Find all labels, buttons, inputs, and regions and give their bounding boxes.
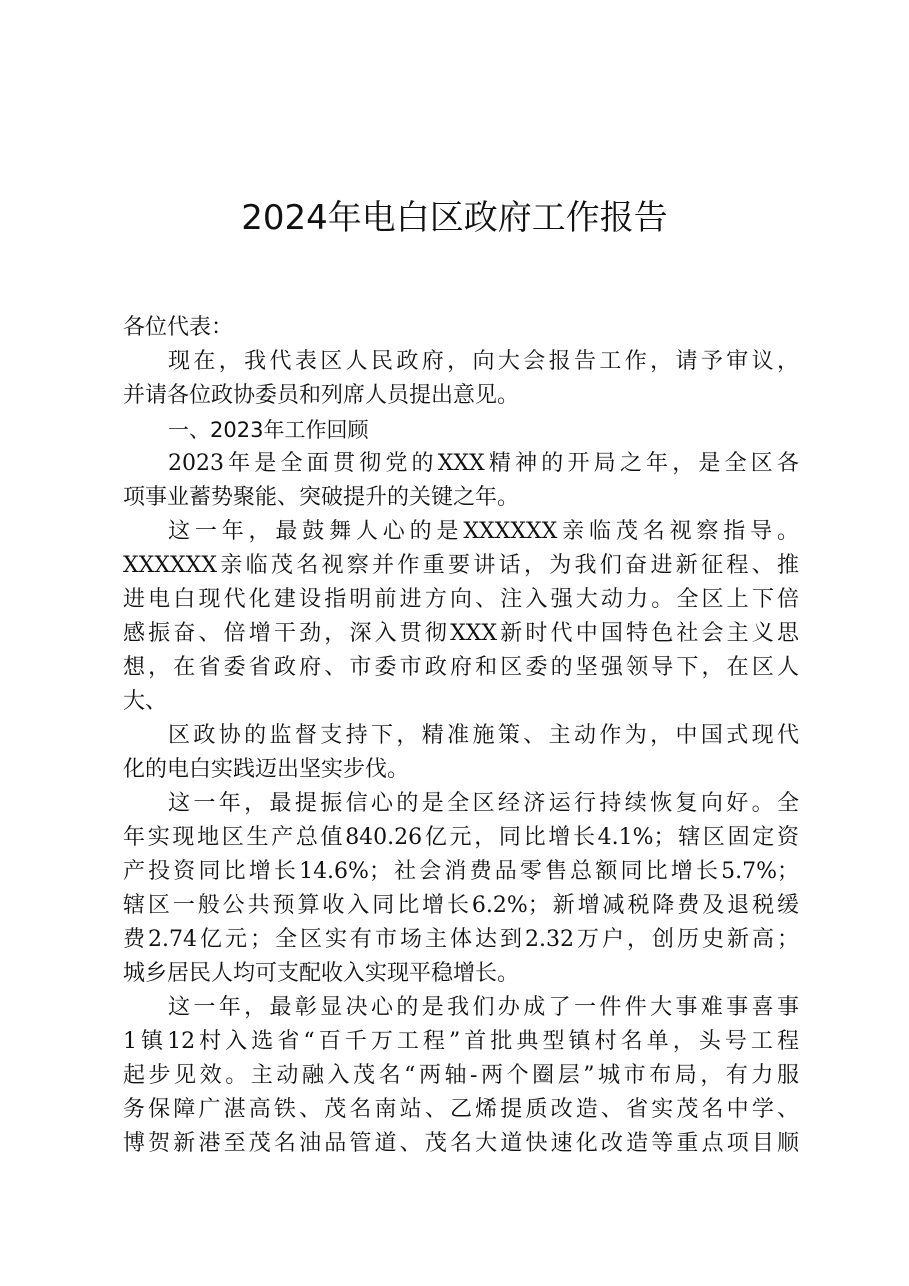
paragraph-line: 年实现地区生产总值840.26亿元，同比增长4.1%；辖区固定资 xyxy=(123,825,799,850)
paragraph-line: 辖区一般公共预算收入同比增长6.2%；新增减税降费及退税缓 xyxy=(123,893,799,918)
paragraph-line: 感振奋、倍增干劲，深入贯彻XXX新时代中国特色社会主义思 xyxy=(123,621,799,646)
paragraph-line: 区政协的监督支持下，精准施策、主动作为，中国式现代 xyxy=(168,723,799,748)
paragraph-line: 费2.74亿元；全区实有市场主体达到2.32万户，创历史新高； xyxy=(123,927,799,952)
document-title: 2024年电白区政府工作报告 xyxy=(241,198,668,238)
document-body xyxy=(123,311,799,1161)
paragraph-line: 博贺新港至茂名油品管道、茂名大道快速化改造等重点项目顺 xyxy=(123,1131,799,1156)
paragraph-line: 并请各位政协委员和列席人员提出意见。 xyxy=(123,383,520,408)
section-heading: 一、2023年工作回顾 xyxy=(168,418,369,442)
paragraph-line: 2023年是全面贯彻党的XXX精神的开局之年，是全区各 xyxy=(168,451,799,476)
paragraph-line: 项事业蓄势聚能、突破提升的关键之年。 xyxy=(123,485,520,510)
paragraph-line: 进电白现代化建设指明前进方向、注入强大动力。全区上下倍 xyxy=(123,587,799,612)
paragraph-line: XXXXXX亲临茂名视察并作重要讲话，为我们奋进新征程、推 xyxy=(123,553,799,578)
paragraph-line: 这一年，最鼓舞人心的是XXXXXX亲临茂名视察指导。 xyxy=(168,519,799,544)
paragraph-line: 务保障广湛高铁、茂名南站、乙烯提质改造、省实茂名中学、 xyxy=(123,1097,799,1122)
paragraph-line: 化的电白实践迈出坚实步伐。 xyxy=(123,757,410,782)
paragraph-line: 产投资同比增长14.6%；社会消费品零售总额同比增长5.7%； xyxy=(123,859,799,884)
paragraph-line: 大、 xyxy=(123,689,168,714)
paragraph-line: 各位代表： xyxy=(123,315,234,340)
paragraph-line: 现在，我代表区人民政府，向大会报告工作，请予审议， xyxy=(168,349,799,374)
paragraph-line: 城乡居民人均可支配收入实现平稳增长。 xyxy=(123,961,520,986)
paragraph-line: 这一年，最彰显决心的是我们办成了一件件大事难事喜事 xyxy=(168,995,799,1020)
paragraph-line: 想，在省委省政府、市委市政府和区委的坚强领导下，在区人 xyxy=(123,655,799,680)
paragraph-line: 起步见效。主动融入茂名“两轴-两个圈层”城市布局，有力服 xyxy=(123,1063,799,1088)
paragraph-line: 这一年，最提振信心的是全区经济运行持续恢复向好。全 xyxy=(168,791,799,816)
paragraph-line: 1镇12村入选省“百千万工程”首批典型镇村名单，头号工程 xyxy=(123,1029,799,1054)
